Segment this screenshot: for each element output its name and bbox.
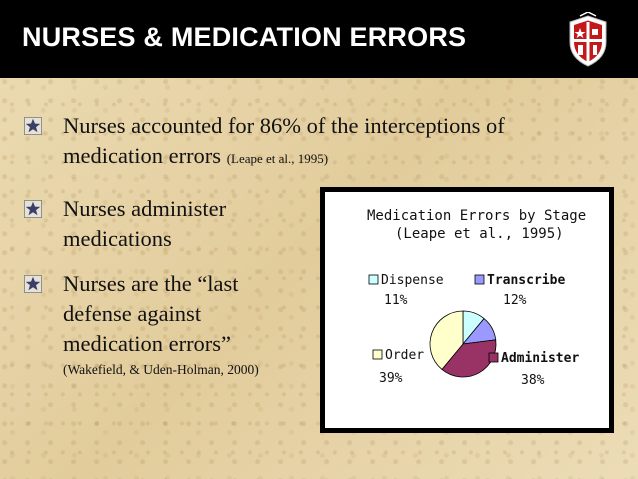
bullet-1-citation: (Leape et al., 1995) — [226, 151, 329, 166]
bullet-3-line-3: medication errors” — [63, 331, 232, 356]
legend-label-transcribe: Transcribe — [487, 273, 566, 288]
star-icon — [24, 275, 42, 293]
bullet-2-line-1: Nurses administer — [63, 196, 227, 221]
bullet-3-citation: (Wakefield, & Uden-Holman, 2000) — [63, 362, 259, 377]
bullet-3-line-2: defense against — [63, 301, 202, 326]
slice-label-order: 39% — [379, 371, 403, 386]
legend-swatch-transcribe — [475, 275, 484, 284]
slice-label-administer: 38% — [521, 373, 545, 388]
bullet-text-3 — [63, 269, 259, 379]
chart-area — [325, 192, 609, 428]
pie-chart — [325, 192, 609, 428]
shield-crest-icon — [566, 12, 610, 68]
bullet-1-line-2: medication errors — [63, 143, 222, 168]
legend-swatch-administer — [489, 353, 498, 362]
pie-slices — [430, 311, 496, 377]
legend-swatch-dispense — [369, 275, 378, 284]
page-title: NURSES & MEDICATION ERRORS — [22, 22, 467, 52]
chart-subtitle: (Leape et al., 1995) — [395, 226, 564, 242]
star-icon — [24, 200, 42, 218]
title-bar — [0, 0, 638, 78]
star-icon — [24, 117, 42, 135]
legend-label-administer: Administer — [501, 351, 580, 366]
chart-title: Medication Errors by Stage — [367, 208, 587, 224]
legend-swatch-order — [373, 350, 382, 359]
slice-label-dispense: 11% — [384, 293, 408, 308]
bullet-3-line-1: Nurses are the “last — [63, 271, 239, 296]
legend-label-order: Order — [385, 348, 425, 363]
slice-label-transcribe: 12% — [503, 293, 527, 308]
bullet-2-line-2: medications — [63, 226, 172, 251]
chart-frame — [320, 187, 614, 433]
legend-label-dispense: Dispense — [381, 273, 444, 288]
bullet-1-line-1: Nurses accounted for 86% of the interceptions of — [63, 113, 505, 138]
bullet-text-1 — [63, 111, 505, 174]
bullet-text-2 — [63, 194, 226, 254]
